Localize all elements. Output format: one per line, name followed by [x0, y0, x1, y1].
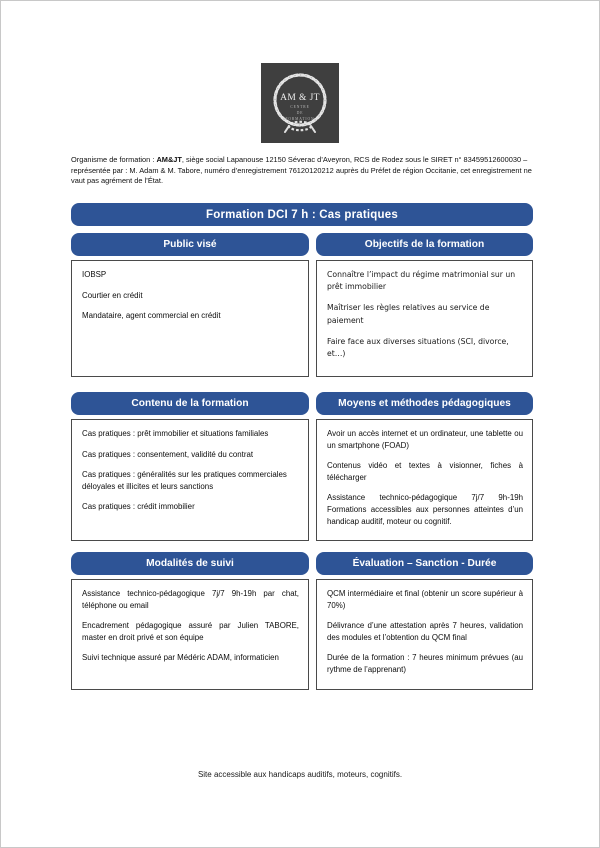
box-public-vise [71, 260, 309, 377]
list-item: QCM intermédiaire et final (obtenir un score supérieur à 70%) [327, 589, 523, 610]
intro-org-name: AM&JT [156, 155, 182, 164]
svg-text:AM & JT: AM & JT [280, 93, 320, 103]
heading-evaluation-sanction-duree: Évaluation – Sanction - Durée [316, 552, 533, 575]
list-item: Assistance technico-pédagogique 7j/7 9h-19h par chat, téléphone ou email [82, 589, 299, 610]
list-item: Courtier en crédit [82, 290, 143, 300]
svg-text:CENTRE: CENTRE [290, 105, 310, 109]
section-3-bodies [71, 579, 533, 690]
list-item: Cas pratiques : consentement, validité du contrat [82, 449, 254, 459]
intro-prefix: Organisme de formation : [71, 155, 157, 164]
list-item: Cas pratiques : généralités sur les pratiques commerciales déloyales et illicites et leurs sanctions [82, 470, 287, 491]
box-moyens-methodes [316, 419, 533, 541]
box-evaluation-sanction-duree [316, 579, 533, 690]
section-public-objectifs [71, 233, 533, 377]
svg-text:FORMATION: FORMATION [285, 117, 315, 121]
heading-contenu-formation: Contenu de la formation [71, 392, 309, 415]
list-item: Connaître l’impact du régime matrimonial sur un prêt immobilier [327, 270, 516, 292]
svg-text:DE: DE [296, 111, 304, 115]
list-item: Maîtriser les règles relatives au service de paiement [327, 303, 490, 325]
list-item: Suivi technique assuré par Médéric ADAM, informaticien [82, 653, 279, 663]
list-item: Cas pratiques : crédit immobilier [82, 502, 195, 512]
section-2-bodies [71, 419, 533, 541]
logo-container [1, 63, 599, 143]
section-2-headings [71, 392, 533, 415]
intro-rest: , siège social Lapanouse 12150 Séverac d’Aveyron, RCS de Rodez sous le SIRET n° 83459512600030 – représentée par : M. Adam & M. Tabore, numéro d’enregistrement 76120120212 auprès du Préfet de région Occitanie, cet enregistrement ne vaut pas agrément de l’État. [71, 155, 532, 186]
list-item: Contenus vidéo et textes à visionner, fiches à télécharger [327, 461, 523, 482]
section-modalites-evaluation [71, 552, 533, 690]
list-item: Faire face aux diverses situations (SCI, divorce, et…) [327, 336, 509, 359]
list-item: Cas pratiques : prêt immobilier et situations familiales [82, 429, 269, 438]
box-objectifs-formation [316, 260, 533, 377]
list-item: Assistance technico-pédagogique 7j/7 9h-19h Formations accessibles aux personnes atteintes d’un handicap auditif, moteur ou cognitif. [327, 493, 523, 526]
list-item: Délivrance d’une attestation après 7 heures, validation des modules et l’obtention du QCM final [327, 621, 523, 642]
list-item: Durée de la formation : 7 heures minimum prévues (au rythme de l’apprenant) [327, 653, 523, 674]
heading-objectifs-formation: Objectifs de la formation [316, 233, 533, 256]
heading-public-vise: Public visé [71, 233, 309, 256]
am-jt-rope-emblem-icon [261, 63, 339, 143]
list-item: Mandataire, agent commercial en crédit [82, 311, 221, 321]
section-1-bodies [71, 260, 533, 377]
list-item: Encadrement pédagogique assuré par Julien TABORE, master en droit privé et son équipe [82, 621, 299, 642]
page-title: Formation DCI 7 h : Cas pratiques [71, 203, 533, 226]
heading-moyens-methodes: Moyens et méthodes pédagogiques [316, 392, 533, 415]
list-item: Avoir un accès internet et un ordinateur, une tablette ou un smartphone (FOAD) [327, 429, 523, 450]
box-modalites-suivi [71, 579, 309, 690]
section-1-headings [71, 233, 533, 256]
list-item: IOBSP [82, 270, 107, 279]
box-contenu-formation [71, 419, 309, 541]
heading-modalites-suivi: Modalités de suivi [71, 552, 309, 575]
section-3-headings [71, 552, 533, 575]
accessibility-footer-note: Site accessible aux handicaps auditifs, moteurs, cognitifs. [197, 770, 403, 779]
section-contenu-moyens [71, 392, 533, 541]
organisation-intro-paragraph [71, 155, 533, 187]
